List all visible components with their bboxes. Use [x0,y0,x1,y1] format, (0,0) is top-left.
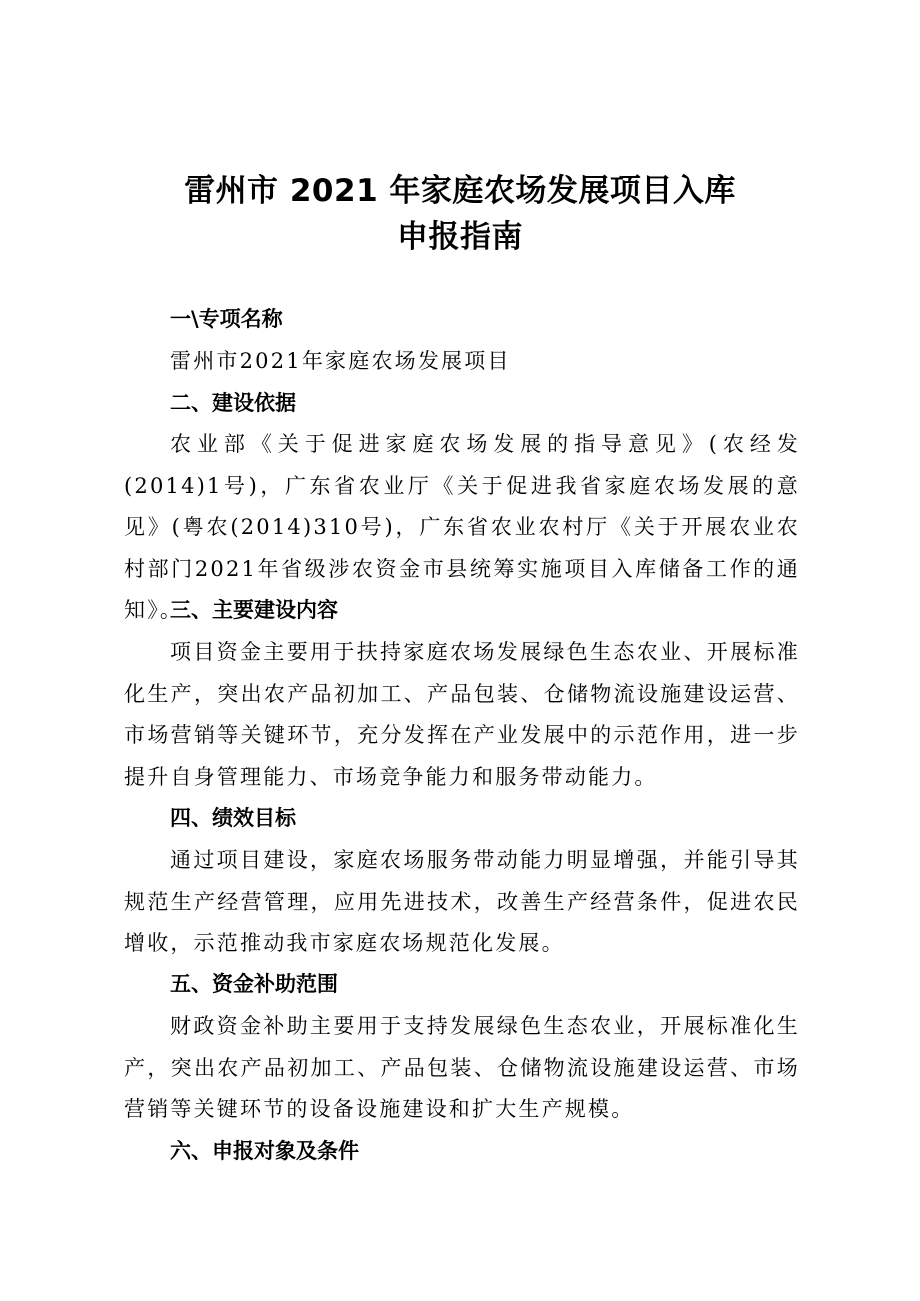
section-1-body: 雷州市2021年家庭农场发展项目 [170,349,511,373]
document-title-line2: 申报指南 [397,219,523,255]
document-title-line1: 雷州市 2021 年家庭农场发展项目入库 [184,173,736,209]
section-1-heading: 一\专项名称 [170,307,283,331]
section-3-heading: 三、主要建设内容 [170,598,338,622]
section-2-heading: 二、建设依据 [170,391,296,415]
section-3-body: 项目资金主要用于扶持家庭农场发展绿色生态农业、开展标准化生产，突出农产品初加工、产品包装、仓储物流设施建设运营、市场营销等关键环节，充分发挥在产业发展中的示范作用，进一步提升自身管理能力、市场竞争能力和服务带动能力。 [124,640,800,789]
section-4-body: 通过项目建设，家庭农场服务带动能力明显增强，并能引导其规范生产经营管理，应用先进技术，改善生产经营条件，促进农民增收，示范推动我市家庭农场规范化发展。 [124,848,800,955]
section-4-heading: 四、绩效目标 [170,806,296,830]
section-5-heading: 五、资金补助范围 [170,972,338,996]
section-2-body: 农业部《关于促进家庭农场发展的指导意见》(农经发(2014)1号)，广东省农业厅《关于促进我省家庭农场发展的意见》(粤农(2014)310号)，广东省农业农村厅《关于开展农业农村部门2021年省级涉农资金市县统筹实施项目入库储备工作的通知》。 [124,432,800,622]
section-6-heading: 六、申报对象及条件 [170,1139,359,1163]
section-5-body: 财政资金补助主要用于支持发展绿色生态农业，开展标准化生产，突出农产品初加工、产品包装、仓储物流设施建设运营、市场营销等关键环节的设备设施建设和扩大生产规模。 [124,1014,800,1121]
